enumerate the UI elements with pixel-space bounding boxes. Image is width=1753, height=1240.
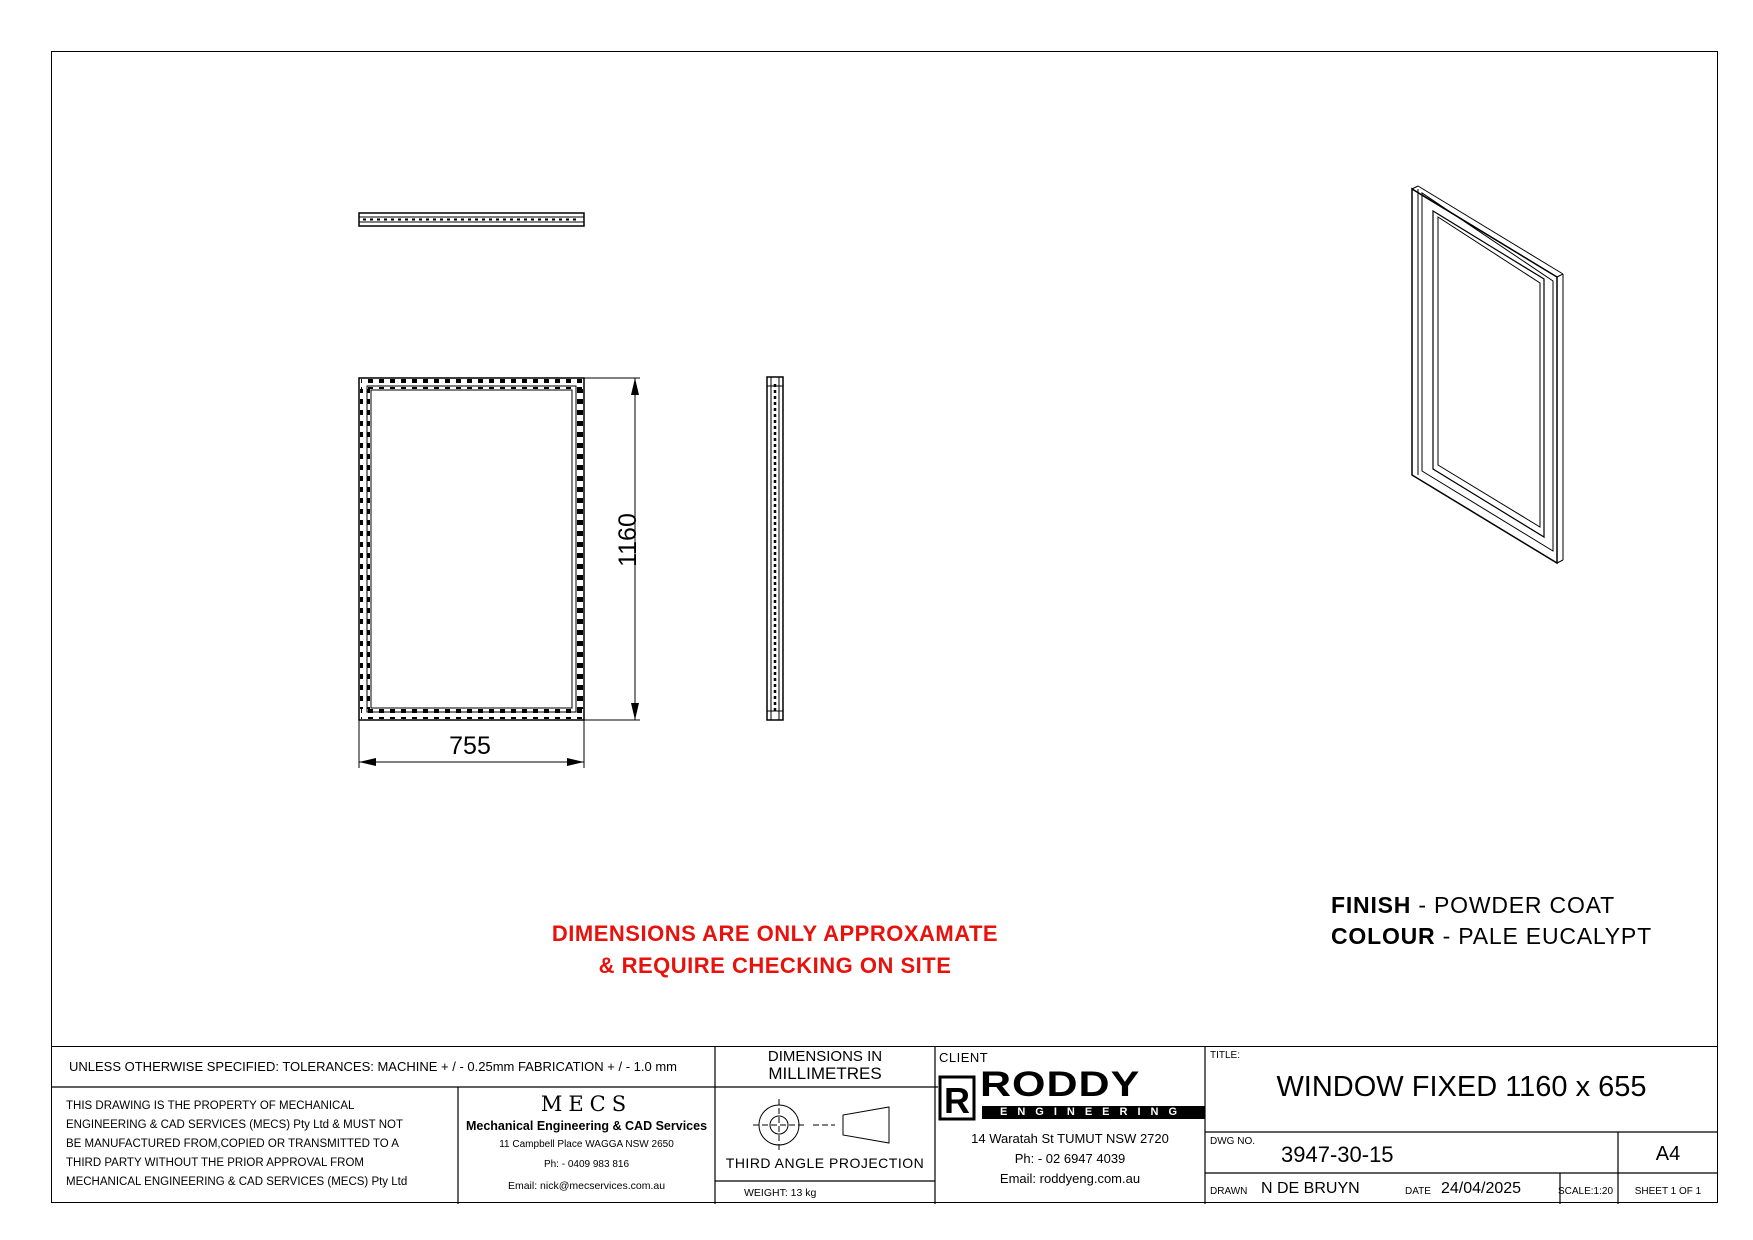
drawn-label: DRAWN xyxy=(1210,1186,1248,1197)
projection-label: THIRD ANGLE PROJECTION xyxy=(725,1155,925,1171)
colour-label: COLOUR xyxy=(1331,923,1436,949)
sheet-number: SHEET 1 OF 1 xyxy=(1634,1186,1702,1197)
third-angle-projection-symbol xyxy=(751,1097,911,1151)
width-dimension-label: 755 xyxy=(449,732,491,760)
roddy-r-badge xyxy=(938,1075,978,1121)
client-phone: Ph: - 02 6947 4039 xyxy=(1014,1151,1126,1166)
title-block xyxy=(51,1046,1718,1204)
height-dimension-label: 1160 xyxy=(614,513,642,567)
scale: SCALE:1:20 xyxy=(1557,1186,1614,1197)
tolerances-note: UNLESS OTHERWISE SPECIFIED: TOLERANCES: MACHINE + / - 0.25mm FABRICATION + / - 1.0 mm xyxy=(69,1059,677,1074)
client-contact xyxy=(935,1129,1205,1189)
mecs-email: Email: nick@mecservices.com.au xyxy=(507,1180,666,1192)
title-label: TITLE: xyxy=(1210,1050,1241,1061)
units-line-1: DIMENSIONS IN xyxy=(767,1048,883,1065)
weight-label: WEIGHT: 13 kg xyxy=(744,1187,817,1199)
units-note xyxy=(715,1048,935,1082)
copyright-line: BE MANUFACTURED FROM,COPIED OR TRANSMITTED TO A xyxy=(66,1138,399,1150)
side-view xyxy=(764,374,786,724)
svg-text:R: R xyxy=(944,1080,970,1121)
mecs-block xyxy=(458,1091,715,1197)
finish-note xyxy=(1331,890,1652,921)
mecs-name: Mechanical Engineering & CAD Services xyxy=(465,1119,708,1133)
sheet-size: A4 xyxy=(1655,1143,1681,1165)
warning-line-2: & REQUIRE CHECKING ON SITE xyxy=(598,953,952,978)
front-view xyxy=(355,375,655,775)
drawn-by: N DE BRUYN xyxy=(1261,1180,1360,1197)
finish-label: FINISH xyxy=(1331,892,1412,918)
copyright-line: MECHANICAL ENGINEERING & CAD SERVICES (MECS) Pty Ltd xyxy=(66,1176,408,1188)
top-view xyxy=(355,210,590,230)
units-line-2: MILLIMETRES xyxy=(768,1064,882,1083)
client-label: CLIENT xyxy=(939,1050,989,1065)
warning-note xyxy=(500,918,1050,982)
dwg-no: 3947-30-15 xyxy=(1281,1142,1394,1167)
isometric-view xyxy=(1405,185,1590,565)
mecs-logo: MECS xyxy=(540,1092,633,1116)
drawing-date: 24/04/2025 xyxy=(1441,1180,1522,1197)
client-logo xyxy=(938,1065,1205,1123)
copyright-line: THIRD PARTY WITHOUT THE PRIOR APPROVAL FROM xyxy=(66,1157,364,1169)
date-label: DATE xyxy=(1405,1186,1431,1197)
client-logo-sub: ENGINEERING xyxy=(982,1106,1205,1119)
copyright-line: ENGINEERING & CAD SERVICES (MECS) Pty Ltd & MUST NOT xyxy=(66,1119,403,1131)
mecs-phone: Ph: - 0409 983 816 xyxy=(543,1159,630,1170)
finish-value: - POWDER COAT xyxy=(1411,892,1615,918)
mecs-address: 11 Campbell Place WAGGA NSW 2650 xyxy=(499,1139,674,1150)
client-email: Email: roddyeng.com.au xyxy=(999,1171,1141,1186)
copyright-line: THIS DRAWING IS THE PROPERTY OF MECHANICAL xyxy=(66,1100,355,1112)
dwg-no-label: DWG NO. xyxy=(1210,1136,1255,1147)
colour-note xyxy=(1331,921,1652,952)
drawing-title: WINDOW FIXED 1160 x 655 xyxy=(1276,1071,1647,1103)
finish-notes xyxy=(1331,890,1652,952)
client-logo-main: RODDY xyxy=(980,1065,1141,1105)
client-address: 14 Waratah St TUMUT NSW 2720 xyxy=(971,1131,1169,1146)
warning-line-1: DIMENSIONS ARE ONLY APPROXAMATE xyxy=(551,921,999,946)
copyright-notice xyxy=(66,1097,451,1192)
colour-value: - PALE EUCALYPT xyxy=(1435,923,1652,949)
